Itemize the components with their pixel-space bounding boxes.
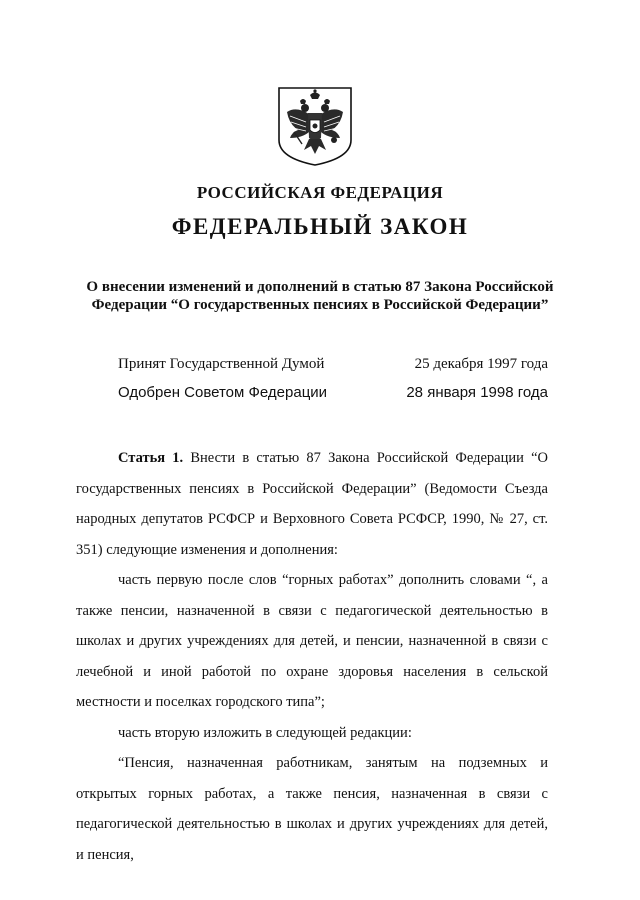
law-type-heading: ФЕДЕРАЛЬНЫЙ ЗАКОН — [171, 214, 469, 239]
duma-adoption-date: 25 декабря 1997 года — [414, 356, 548, 372]
article-1-label: Статья 1. — [118, 450, 184, 466]
council-approval-date: 28 января 1998 года — [406, 384, 548, 401]
country-heading: РОССИЙСКАЯ ФЕДЕРАЦИЯ — [196, 183, 444, 202]
council-approval-label: Одобрен Советом Федерации — [118, 384, 328, 401]
article-1-intro-paragraph — [76, 443, 548, 565]
law-title-line-2: Федерации “О государственных пенсиях в Российской Федерации” — [91, 297, 549, 313]
law-title-line-1: О внесении изменений и дополнений в статью 87 Закона Российской — [86, 279, 554, 295]
coat-of-arms-emblem — [276, 86, 354, 166]
article-body — [76, 443, 548, 870]
article-1-intro-text: Внести в статью 87 Закона Российской Федерации “О государственных пенсиях в Российской Федерации” (Ведомости Съезда народных депутатов РСФСР и Верховного Совета РСФСР, 1990, № 27, ст. 351) следующие изменения и дополнения: — [76, 450, 548, 558]
article-1-part-2-paragraph: часть вторую изложить в следующей редакции: — [118, 724, 412, 741]
article-1-quote-paragraph: “Пенсия, назначенная работникам, занятым на подземных и открытых горных работах, а также пенсия, назначенная в связи с педагогической деятельностью в школах и других учреждениях для детей, и пенсия, — [76, 755, 548, 863]
duma-adoption-label: Принят Государственной Думой — [118, 356, 325, 372]
law-title — [80, 278, 560, 314]
article-1-part-1-paragraph: часть первую после слов “горных работах” дополнить словами “, а также пенсии, назначенной в связи с педагогической деятельностью в школах и других учреждениях для детей, и пенсии, назначенной в связи с лечебной и иной работой по охране здоровья населения в сельской местности и поселках городского типа”; — [76, 572, 548, 710]
